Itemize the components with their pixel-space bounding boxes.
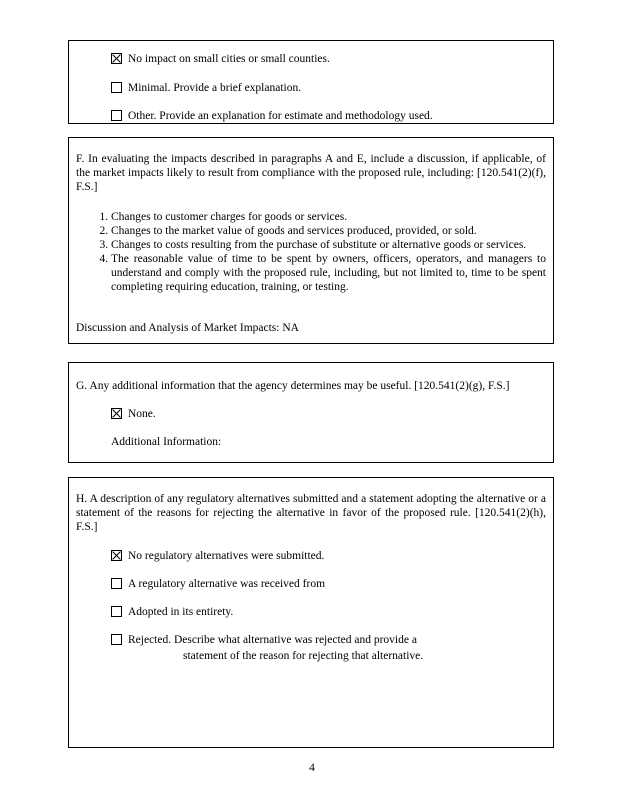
option-label: Minimal. Provide a brief explanation. — [128, 82, 302, 94]
list-item: 3. Changes to costs resulting from the purchase of substitute or alternative goods or services. — [111, 238, 546, 252]
option-label: No impact on small cities or small counties. — [128, 53, 330, 65]
additional-information-label: Additional Information: — [111, 436, 222, 448]
rejected-continuation: statement of the reason for rejecting that alternative. — [183, 650, 424, 662]
checkbox[interactable] — [111, 634, 122, 645]
option-no-impact-row[interactable] — [111, 52, 330, 66]
market-impacts-list — [93, 210, 546, 294]
checkbox[interactable] — [111, 578, 122, 589]
checkbox-checked[interactable] — [111, 53, 122, 64]
page-number: 4 — [309, 762, 315, 774]
section-g-box — [68, 362, 554, 463]
option-label: Other. Provide an explanation for estimate and methodology used. — [128, 110, 433, 122]
option-minimal-row[interactable] — [111, 81, 301, 95]
checkbox-checked[interactable] — [111, 550, 122, 561]
section-g-intro: G. Any additional information that the agency determines may be useful. [120.541(2)(g), F.S.] — [76, 380, 510, 392]
list-item: 2. Changes to the market value of goods and services produced, provided, or sold. — [111, 224, 546, 238]
checkbox[interactable] — [111, 110, 122, 121]
option-none-row[interactable] — [111, 407, 156, 421]
section-h-box — [68, 477, 554, 748]
option-no-alternatives-row[interactable] — [111, 549, 324, 563]
section-f-box — [68, 137, 554, 344]
checkbox[interactable] — [111, 82, 122, 93]
checkbox-checked[interactable] — [111, 408, 122, 419]
option-alternative-received-row[interactable] — [111, 577, 325, 591]
option-label: No regulatory alternatives were submitted. — [128, 550, 325, 562]
option-label: Adopted in its entirety. — [128, 606, 234, 618]
section-f-intro: F. In evaluating the impacts described in paragraphs A and E, include a discussion, if applicable, of the market impacts likely to result from compliance with the proposed rule, including: [120.541(2)(f), F.S.] — [76, 153, 546, 193]
list-item: 4. The reasonable value of time to be spent by owners, officers, operators, and managers to understand and comply with the proposed rule, including, but not limited to, time to be spent completing requiring education, training, or testing. — [111, 252, 546, 294]
section-f-discussion: Discussion and Analysis of Market Impacts: NA — [76, 322, 299, 334]
option-label: A regulatory alternative was received from — [128, 578, 326, 590]
option-rejected-row[interactable] — [111, 633, 417, 647]
option-other-row[interactable] — [111, 109, 433, 123]
option-label: None. — [128, 408, 156, 420]
section-h-intro: H. A description of any regulatory alternatives submitted and a statement adopting the alternative or a statement of the reasons for rejecting the alternative in favor of the proposed rule. [120.541(2)(h), F.S.] — [76, 493, 546, 533]
list-item: 1. Changes to customer charges for goods or services. — [111, 210, 546, 224]
option-label: Rejected. Describe what alternative was rejected and provide a — [128, 634, 417, 646]
option-adopted-row[interactable] — [111, 605, 233, 619]
checkbox[interactable] — [111, 606, 122, 617]
section-e-continuation-box — [68, 40, 554, 124]
